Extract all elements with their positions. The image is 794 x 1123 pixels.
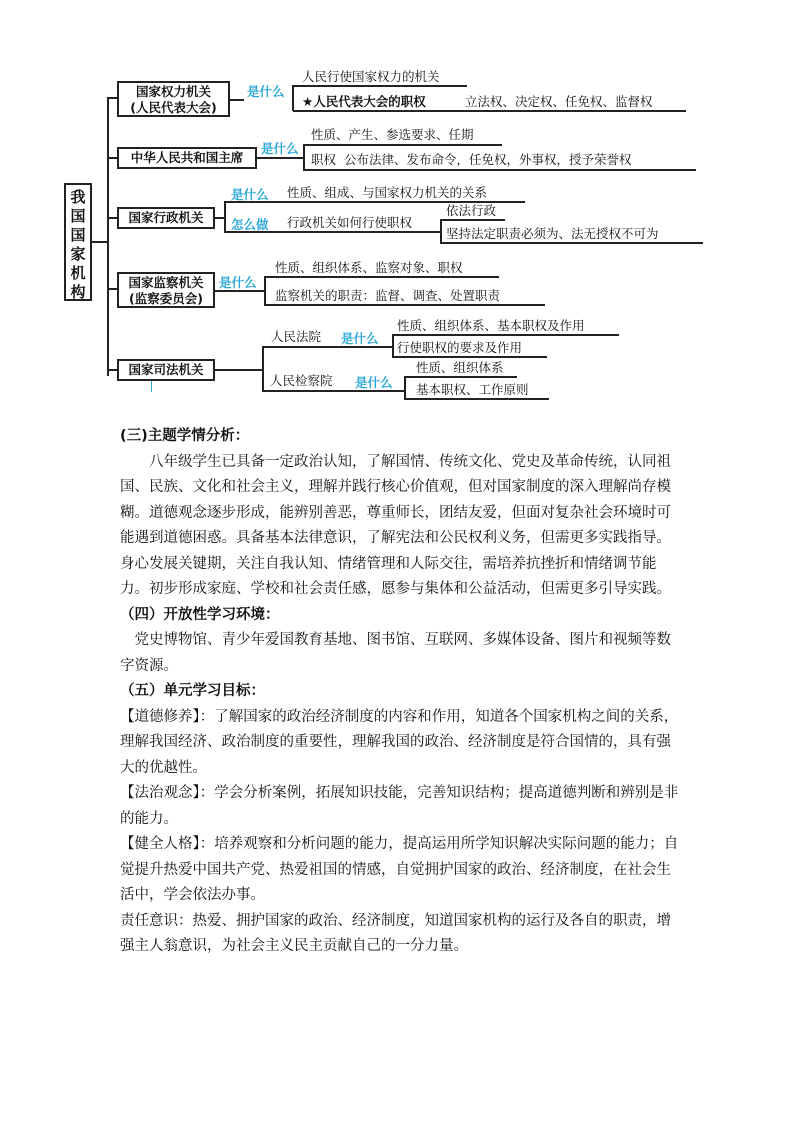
section-heading: (三)主题学情分析： [120,428,250,444]
connector [304,144,502,146]
branch-president [117,147,257,169]
leaf-text: 基本职权、工作原则 [416,382,529,397]
branch-judicial [117,359,215,381]
branch-people-congress [117,81,230,117]
connector [303,144,305,171]
root-node [64,183,92,301]
root-char: 国 [70,226,86,244]
connector [257,157,303,159]
connector [393,356,547,358]
branch-subtitle: (人民代表大会) [130,100,217,115]
connector [262,346,264,392]
leaf-text: 坚持法定职责必须为、法无授权不可为 [446,226,659,241]
paragraph: 八年级学生已具备一定政治认知，了解国情、传统文化、党史及革命传统，认同祖国、民族、文化和社会主义，理解并践行核心价值观，但对国家制度的深入理解尚存模糊。道德观念逐步形成，能辨别善恶，尊重师长，团结友爱，但面对复杂社会环境时可能遇到道德困惑。具备基本法律意识，了解宪法和公民权利义务，但需更多实践指导。身心发展关键期，关注自我认知、情绪管理和人际交往，需培养抗挫折和情绪调节能力。初步形成家庭、学校和社会责任感，愿参与集体和公益活动，但需更多引导实践。 [120,453,671,597]
leaf-text: 职权 公布法律、发布命令，任免权，外事权，授予荣誉权 [311,152,632,167]
paragraph: 党史博物馆、青少年爱国教育基地、图书馆、互联网、多媒体设备、图片和视频等数字资源。 [120,632,671,674]
leaf-text: 人民行使国家权力的机关 [302,69,440,84]
what-label: 是什么 [341,331,379,346]
leaf-text: 性质、组织体系、基本职权及作用 [397,318,585,333]
connector [405,398,549,400]
connector [292,85,294,111]
root-char: 我 [70,188,86,206]
branch-administrative [117,207,215,229]
branch-title: 国家监察机关 [128,275,204,290]
connector [393,334,619,336]
connector [441,219,505,221]
how-label: 怎么做 [231,217,269,232]
leaf-text: 性质、组成、与国家权力机关的关系 [287,185,488,200]
connector [265,276,499,278]
goal-paragraph: 【健全人格】：培养观察和分析问题的能力，提高运用所学知识解决实际问题的能力；自觉提升热爱中国共产党、热爱祖国的情感，自觉拥护国家的政治、经济制度，在社会生活中，学会依法办事。 [120,836,679,903]
branch-subtitle: (监察委员会) [129,291,203,306]
connector [107,97,109,376]
connector [264,276,266,306]
connector [440,219,442,244]
connector [404,376,406,400]
connector [304,169,696,171]
leaf-text: 监察机关的职责：监督、调查、处置职责 [275,288,501,303]
connector [230,99,244,101]
root-char: 家 [70,245,86,263]
connector [392,334,394,358]
leaf-text: ★人民代表大会的职权 [302,94,426,109]
connector [92,241,108,243]
connector [441,242,703,244]
section-heading: （四）开放性学习环境： [120,606,280,623]
leaf-text: 性质、产生、参选要求、任期 [311,127,474,142]
goal-paragraph: 【道德修养】：了解国家的政治经济制度的内容和作用，知道各个国家机构之间的关系，理解我国经济、政治制度的重要性，理解我国的政治、经济制度是符合国情的，具有强大的优越性。 [120,708,679,776]
what-label: 是什么 [355,375,393,390]
court-label: 人民法院 [271,329,322,344]
leaf-text: 立法权、决定权、任免权、监督权 [465,94,653,109]
leaf-text: 性质、组织体系、监察对象、职权 [275,260,463,275]
what-label: 是什么 [247,84,285,99]
procuratorate-label: 人民检察院 [270,373,333,388]
leaf-text: 行政机关如何行使职权 [287,215,413,230]
connector [265,304,545,306]
root-char: 构 [70,283,86,301]
connector [215,369,263,371]
document-body [120,424,682,960]
branch-supervisory [117,272,215,308]
leaf-text: 依法行政 [446,203,497,218]
goal-paragraph: 【法治观念】：学会分析案例，拓展知识技能，完善知识结构；提高道德判断和辨别是非的能力。 [120,785,679,827]
root-char: 机 [70,264,86,282]
connector [293,110,686,112]
branch-title: 国家司法机关 [128,362,204,377]
leaf-text: 行使职权的要求及作用 [397,340,523,355]
leaf-text: 性质、组织体系 [416,360,504,375]
branch-title: 国家权力机关 [135,84,211,99]
connector [405,376,517,378]
what-label: 是什么 [219,275,257,290]
branch-title: 国家行政机关 [128,210,204,225]
branch-title: 中华人民共和国主席 [130,150,244,165]
root-char: 国 [70,207,86,225]
section-heading: （五）单元学习目标： [120,683,265,699]
goal-paragraph: 责任意识：热爱、拥护国家的政治、经济制度，知道国家机构的运行及各自的职责，增强主人翁意识，为社会主义民主贡献自己的一分力量。 [120,912,671,954]
what-label: 是什么 [231,187,269,202]
what-label: 是什么 [261,141,299,156]
connector [293,85,467,87]
connector [224,201,226,233]
